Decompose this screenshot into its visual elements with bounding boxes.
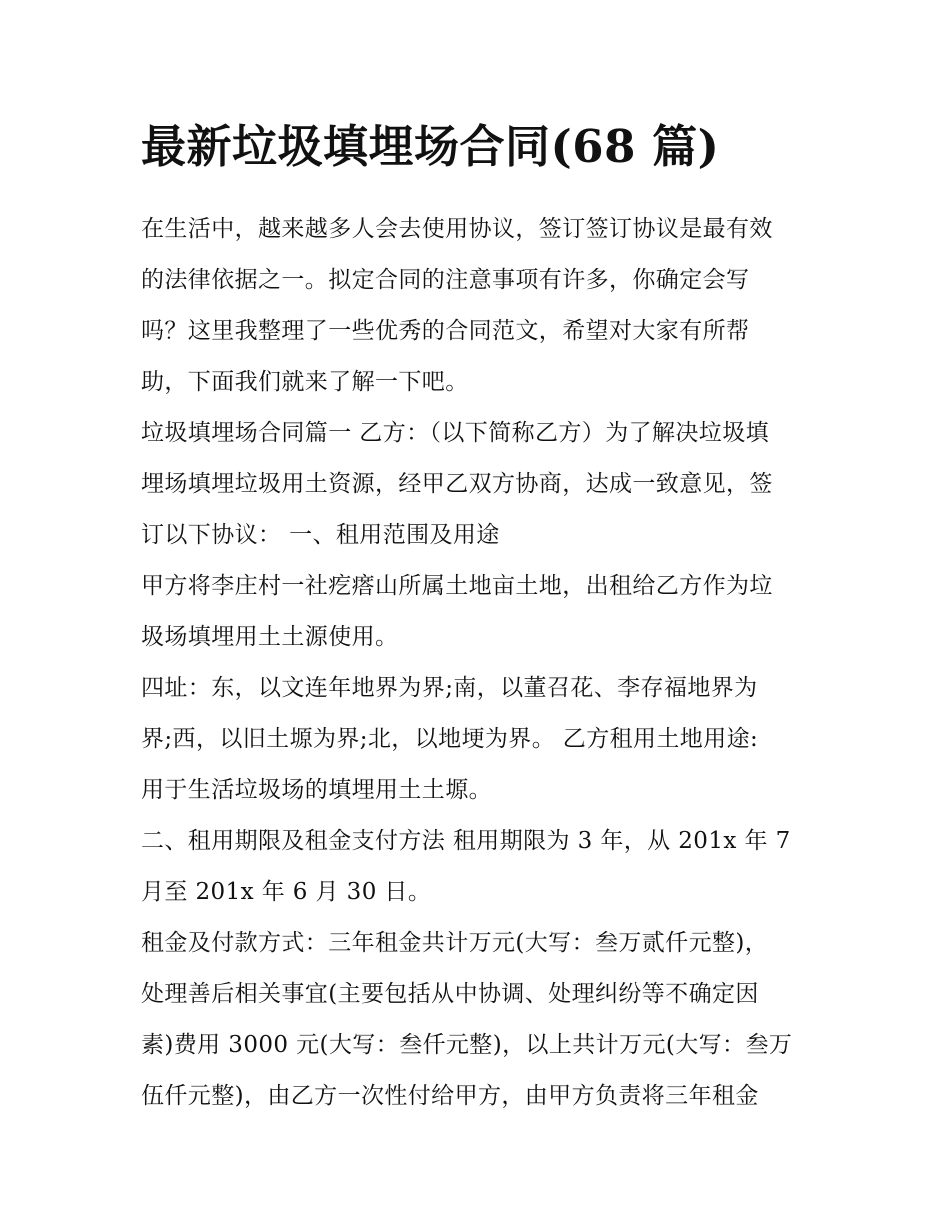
paragraph-rent-payment: [141, 918, 821, 1122]
text-line: 垃圾填埋场合同篇一 乙方：（以下简称乙方）为了解决垃圾填: [141, 420, 770, 446]
text-line: 甲方将李庄村一社疙瘩山所属土地亩土地，出租给乙方作为垃: [141, 573, 773, 599]
text-line: 租金及付款方式：三年租金共计万元(大写：叁万贰仟元整)，: [141, 930, 769, 956]
text-line: 用于生活垃圾场的填埋用土土塬。: [141, 777, 492, 803]
text-line: 处理善后相关事宜(主要包括从中协调、处理纠纷等不确定因: [141, 981, 759, 1007]
text-line: 订以下协议： 一、租用范围及用途: [141, 522, 500, 548]
paragraph-lease-term: [141, 816, 821, 918]
text-line: 伍仟元整)，由乙方一次性付给甲方，由甲方负责将三年租金: [141, 1083, 759, 1109]
text-line: 素)费用 3000 元(大写：叁仟元整)，以上共计万元(大写：叁万: [141, 1032, 793, 1058]
text-line: 吗？这里我整理了一些优秀的合同范文，希望对大家有所帮: [141, 318, 750, 344]
document-body: [141, 112, 821, 1122]
text-line: 助，下面我们就来了解一下吧。: [141, 369, 469, 395]
text-line: 埋场填埋垃圾用土资源，经甲乙双方协商，达成一致意见，签: [141, 471, 773, 497]
paragraph-lease-land: [141, 561, 821, 663]
text-line: 的法律依据之一。拟定合同的注意事项有许多，你确定会写: [141, 267, 750, 293]
text-line: 在生活中，越来越多人会去使用协议，签订签订协议是最有效: [141, 216, 773, 242]
paragraph-contract-1: [141, 408, 821, 561]
text-line: 月至 201x 年 6 月 30 日。: [141, 879, 432, 905]
paragraph-intro: [141, 204, 821, 408]
text-line: 二、租用期限及租金支付方法 租用期限为 3 年，从 201x 年 7: [141, 828, 791, 854]
text-line: 四址：东，以文连年地界为界;南，以董召花、李存福地界为: [141, 675, 758, 701]
text-line: 界;西，以旧土塬为界;北，以地埂为界。 乙方租用土地用途:: [141, 726, 759, 752]
text-line: 圾场填埋用土土源使用。: [141, 624, 399, 650]
document-title: 最新垃圾填埋场合同(68 篇): [141, 120, 720, 173]
paragraph-boundaries: [141, 663, 821, 816]
